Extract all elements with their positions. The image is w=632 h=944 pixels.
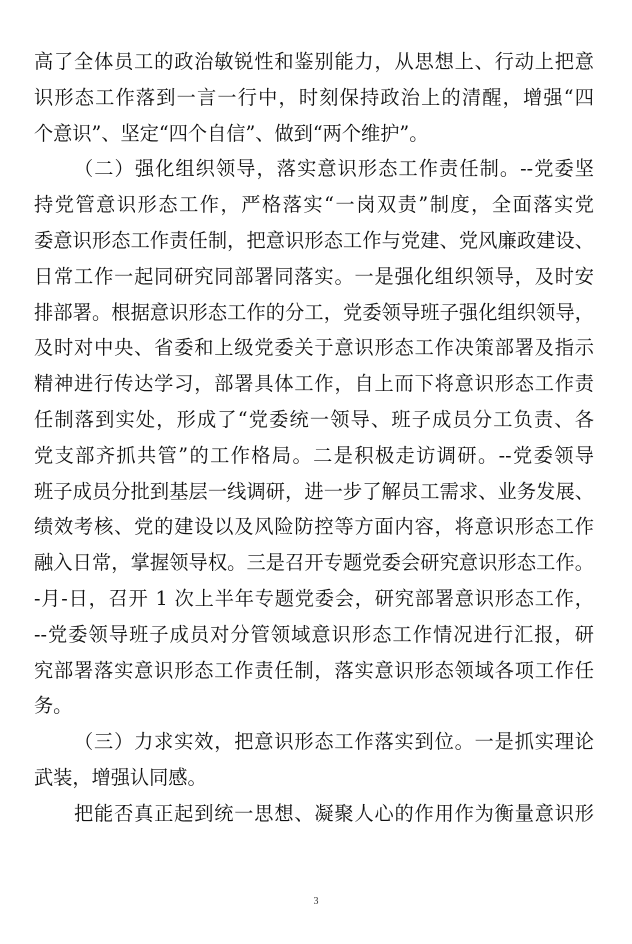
page-number: 3 (313, 896, 319, 907)
text-line: --党委领导班子成员对分管领域意识形态工作情况进行汇报，研 (34, 622, 594, 646)
text-line: 绩效考核、党的建设以及风险防控等方面内容，将意识形态工作 (34, 515, 594, 539)
text-line: 任制落到实处，形成了“党委统一领导、班子成员分工负责、各 (34, 407, 594, 431)
text-line: 持党管意识形态工作，严格落实“一岗双责”制度，全面落实党 (34, 193, 594, 217)
text-line: 精神进行传达学习，部署具体工作，自上而下将意识形态工作责 (34, 372, 594, 396)
text-line: -月-日，召开 1 次上半年专题党委会，研究部署意识形态工作， (34, 586, 594, 610)
text-line: 班子成员分批到基层一线调研，进一步了解员工需求、业务发展、 (34, 479, 594, 503)
text-line: 及时对中央、省委和上级党委关于意识形态工作决策部署及指示 (34, 336, 594, 360)
text-line: 融入日常，掌握领导权。三是召开专题党委会研究意识形态工作。 (34, 551, 594, 575)
text-line: 委意识形态工作责任制，把意识形态工作与党建、党风廉政建设、 (34, 228, 594, 252)
text-line: 党支部齐抓共管”的工作格局。二是积极走访调研。--党委领导 (34, 443, 594, 467)
text-line: 务。 (34, 694, 73, 718)
text-line: 排部署。根据意识形态工作的分工，党委领导班子强化组织领导， (34, 300, 594, 324)
text-line: 武装，增强认同感。 (34, 765, 207, 789)
text-line: （二）强化组织领导，落实意识形态工作责任制。--党委坚 (74, 157, 594, 181)
text-line: 把能否真正起到统一思想、凝聚人心的作用作为衡量意识形 (74, 801, 594, 825)
text-line: 识形态工作落到一言一行中，时刻保持政治上的清醒，增强“四 (34, 85, 594, 109)
text-line: 个意识”、坚定“四个自信”、做到“两个维护”。 (34, 121, 429, 145)
text-line: 究部署落实意识形态工作责任制，落实意识形态领域各项工作任 (34, 658, 594, 682)
text-line: 日常工作一起同研究同部署同落实。一是强化组织领导，及时安 (34, 264, 594, 288)
body-text (34, 44, 594, 832)
text-line: 高了全体员工的政治敏锐性和鉴别能力，从思想上、行动上把意 (34, 50, 594, 73)
text-line: （三）力求实效，把意识形态工作落实到位。一是抓实理论 (74, 730, 594, 754)
